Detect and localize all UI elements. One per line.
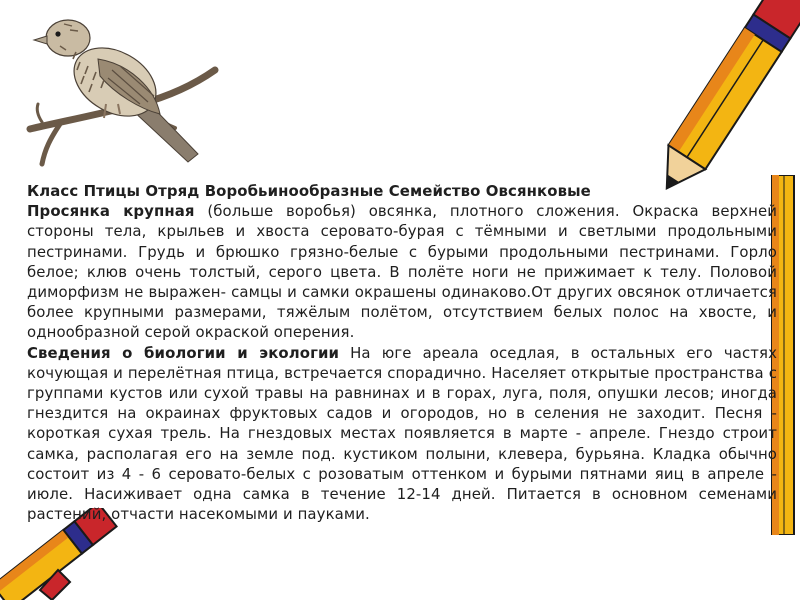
- bird-illustration: [20, 4, 220, 174]
- biology-paragraph: [27, 343, 777, 525]
- biology-heading: Сведения о биологии и экологии: [27, 343, 340, 362]
- description-paragraph: [27, 201, 777, 342]
- species-name: Просянка крупная: [27, 202, 195, 221]
- article-text: [27, 181, 777, 524]
- classification-heading: Класс Птицы Отряд Воробьинообразные Семейство Овсянковые: [27, 182, 591, 200]
- description-text: (больше воробья) овсянка, плотного сложения. Окраска верхней стороны тела, крыльев и хвоста серовато-бурая с тёмными и светлыми продольными пестринами. Грудь и брюшко грязно-белые с бурыми продольными пестринами. Горло белое; клюв очень толстый, серого цвета. В полёте ноги не прижимает к телу. Половой диморфизм не выражен- самцы и самки окрашены одинаково.От других овсянок отличается более крупными размерами, тяжёлым полётом, отсутствием белых полос на хвосте, и однообразной серой окраской оперения.: [27, 202, 777, 342]
- biology-text: На юге ареала оседлая, в остальных его частях кочующая и перелётная птица, встречается спорадично. Населяет открытые пространства с группами кустов или сухой травы на равнинах и в горах, луга, поля, опушки лесов; иногда гнездится на окраинах фруктовых садов и огородов, но в селения не заходит. Песня - короткая сухая трель. На гнездовых местах появляется в марте - апреле. Гнездо строит самка, располагая его на земле под. кустиком полыни, клевера, бурьяна. Кладка обычно состоит из 4 - 6 серовато-белых с розоватым оттенком и бурыми пятнами яиц в апреле - июле. Насиживает одна самка в течение 12-14 дней. Питается в основном семенами растений, отчасти насекомыми и пауками.: [27, 343, 777, 524]
- pencil-decoration-top: [650, 0, 800, 190]
